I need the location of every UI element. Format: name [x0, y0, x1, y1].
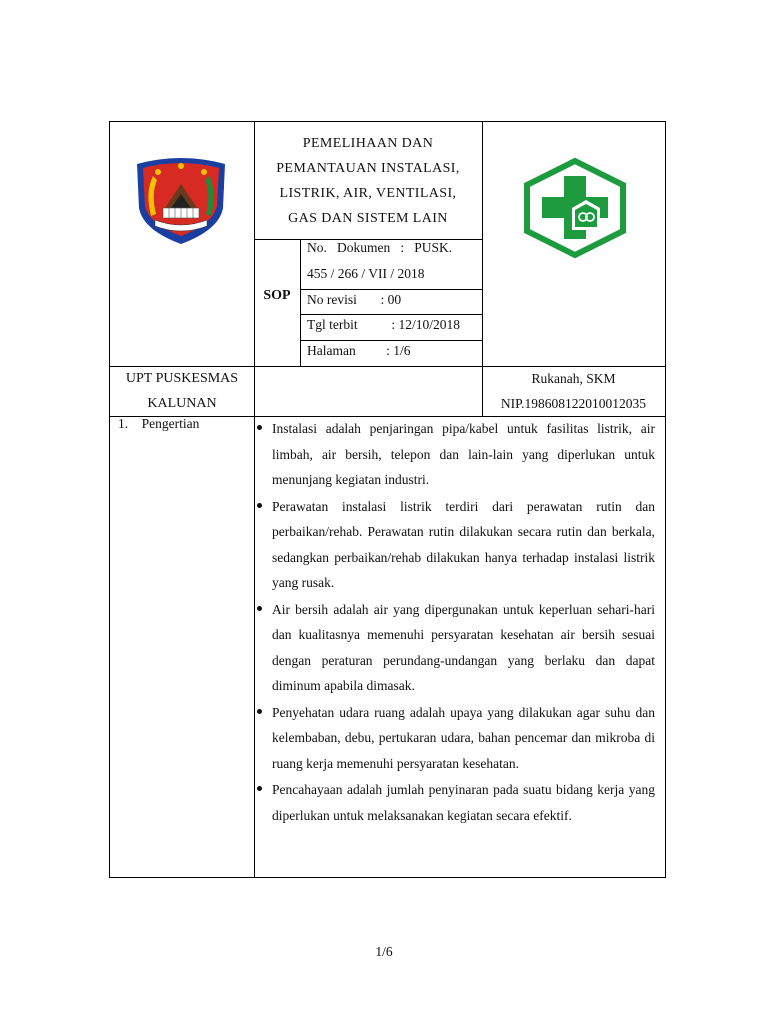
- title-line: GAS DAN SISTEM LAIN: [288, 211, 448, 226]
- regional-government-emblem: [131, 150, 231, 246]
- table-border-right: [665, 121, 666, 878]
- list-item-text: Pencahayaan adalah jumlah penyinaran pada suatu bidang kerja yang diperlukan untuk melaksanakan kegiatan secara efektif.: [272, 782, 655, 823]
- list-item-text: Perawatan instalasi listrik terdiri dari perawatan rutin dan perbaikan/rehab. Perawatan rutin dilakukan secara rutin dan berkala, sedangkan perbaikan/rehab dilakukan hanya terhadap instalasi listrik yang rusak.: [272, 498, 655, 590]
- unit-line2: KALUNAN: [147, 396, 217, 411]
- revision-number: No revisi : 00: [307, 292, 402, 307]
- list-item: [272, 700, 655, 777]
- title-line: PEMANTAUAN INSTALASI,: [276, 161, 460, 176]
- list-item: [272, 777, 655, 828]
- doc-number-line1: No. Dokumen : PUSK.: [307, 240, 453, 255]
- title-line: LISTRIK, AIR, VENTILASI,: [279, 186, 457, 201]
- list-item-text: Air bersih adalah air yang dipergunakan untuk keperluan sehari-hari dan kualitasnya memenuhi persyaratan kesehatan air bersih sesuai dengan peraturan perundang-undangan yang berlaku dan dapat diminum apabila dimasak.: [272, 601, 655, 693]
- page-number: 1/6: [375, 944, 393, 959]
- list-item: [272, 597, 655, 699]
- unit-name: [110, 366, 254, 416]
- doc-number: [307, 235, 477, 287]
- divider-sop: [300, 239, 301, 367]
- issue-date: Tgl terbit : 12/10/2018: [307, 317, 460, 332]
- bullet-icon: [257, 503, 262, 508]
- table-border-left: [109, 121, 110, 878]
- section-label: 1. Pengertian: [118, 416, 200, 431]
- signatory: [482, 366, 665, 416]
- list-item-text: Penyehatan udara ruang adalah upaya yang dilakukan agar suhu dan kelembaban, debu, pertukaran udara, bahan pencemar dan mikroba di ruang kerja memenuhi persyaratan kesehatan.: [272, 704, 655, 771]
- page-info: Halaman : 1/6: [307, 343, 411, 358]
- sop-label: SOP: [263, 288, 291, 303]
- puskesmas-logo: [522, 158, 628, 258]
- list-item: [272, 494, 655, 596]
- definition-list: [254, 416, 665, 829]
- table-border-bottom: [109, 877, 666, 878]
- document-title: [254, 122, 482, 240]
- list-item: [272, 416, 655, 493]
- bullet-icon: [257, 606, 262, 611]
- bullet-icon: [257, 709, 262, 714]
- signatory-name: Rukanah, SKM: [531, 371, 616, 386]
- bullet-icon: [257, 786, 262, 791]
- unit-line1: UPT PUSKESMAS: [125, 371, 239, 386]
- bullet-icon: [257, 425, 262, 430]
- title-line: PEMELIHAAN DAN: [302, 136, 434, 151]
- signatory-nip: NIP.198608122010012035: [500, 396, 647, 411]
- list-item-text: Instalasi adalah penjaringan pipa/kabel untuk fasilitas listrik, air limbah, air bersih, telepon dan lain-lain yang diperlukan untuk menunjang kegiatan industri.: [272, 421, 655, 487]
- doc-number-line2: 455 / 266 / VII / 2018: [307, 266, 425, 281]
